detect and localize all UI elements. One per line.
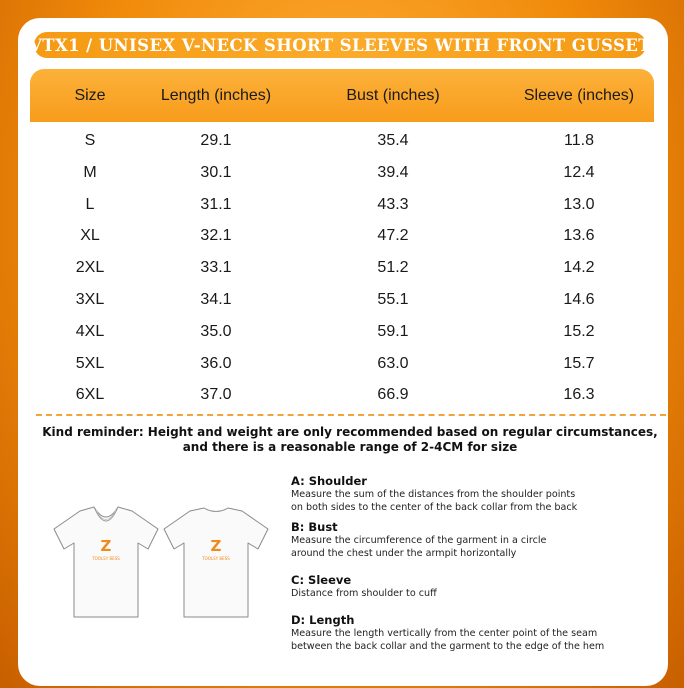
cell-length: 35.0 bbox=[200, 322, 232, 340]
dashed-divider bbox=[36, 414, 666, 416]
header-sleeve: Sleeve (inches) bbox=[523, 86, 635, 104]
back-tshirt-illustration bbox=[160, 505, 272, 623]
front-tshirt-illustration bbox=[50, 505, 162, 623]
table-row bbox=[30, 253, 654, 283]
cell-bust: 63.0 bbox=[377, 354, 409, 372]
table-header bbox=[30, 69, 654, 122]
measure-sleeve bbox=[291, 573, 661, 600]
front-logo-text: TOOLSY BESS bbox=[92, 556, 120, 561]
measure-sleeve-title: C: Sleeve bbox=[291, 573, 352, 587]
measure-bust-desc-1: Measure the circumference of the garment in a circle bbox=[291, 535, 547, 546]
table-row bbox=[30, 126, 654, 156]
cell-sleeve: 14.2 bbox=[563, 259, 595, 277]
cell-length: 34.1 bbox=[200, 291, 232, 308]
cell-bust: 66.9 bbox=[377, 386, 409, 404]
reminder-line-1: Kind reminder: Height and weight are only recommended based on regular circumstances, bbox=[42, 425, 658, 439]
measure-bust-title: B: Bust bbox=[291, 520, 338, 534]
table-row bbox=[30, 285, 654, 315]
kind-reminder bbox=[40, 425, 660, 455]
cell-length: 30.1 bbox=[200, 163, 232, 181]
measure-length-desc-1: Measure the length vertically from the center point of the seam bbox=[291, 628, 598, 639]
cell-size: S bbox=[84, 132, 96, 149]
cell-size: 2XL bbox=[75, 259, 105, 277]
table-row bbox=[30, 317, 654, 347]
cell-sleeve: 11.8 bbox=[564, 132, 594, 149]
front-logo-mark: Z bbox=[100, 537, 112, 555]
cell-length: 32.1 bbox=[200, 227, 232, 245]
cell-bust: 59.1 bbox=[377, 322, 409, 340]
back-shirt-outline bbox=[164, 508, 268, 617]
back-logo-text: TOOLSY BESS bbox=[202, 556, 230, 561]
cell-sleeve: 13.6 bbox=[563, 227, 595, 245]
cell-sleeve: 16.3 bbox=[563, 386, 595, 404]
cell-size: M bbox=[83, 163, 97, 181]
cell-length: 37.0 bbox=[200, 386, 232, 404]
cell-size: 6XL bbox=[75, 386, 105, 404]
table-row bbox=[30, 158, 654, 188]
chart-title: VTX1 / UNISEX V-NECK SHORT SLEEVES WITH FRONT GUSSET bbox=[29, 35, 651, 55]
cell-length: 33.1 bbox=[200, 259, 232, 277]
cell-size: 5XL bbox=[75, 354, 105, 372]
cell-size: 4XL bbox=[75, 322, 105, 340]
reminder-line-2: and there is a reasonable range of 2-4CM for size bbox=[182, 440, 518, 454]
cell-bust: 43.3 bbox=[377, 195, 409, 213]
cell-bust: 55.1 bbox=[377, 291, 409, 308]
table-row bbox=[30, 380, 654, 410]
cell-sleeve: 13.0 bbox=[563, 195, 595, 213]
table-row bbox=[30, 349, 654, 379]
measure-bust-desc-2: around the chest under the armpit horizontally bbox=[291, 548, 517, 559]
header-size: Size bbox=[74, 86, 106, 104]
back-logo-mark: Z bbox=[210, 537, 222, 555]
cell-bust: 47.2 bbox=[377, 227, 409, 245]
cell-size: L bbox=[85, 195, 95, 213]
measure-shoulder-desc-1: Measure the sum of the distances from the shoulder points bbox=[291, 489, 576, 500]
cell-length: 36.0 bbox=[200, 354, 232, 372]
front-shirt-outline bbox=[54, 507, 158, 617]
chart-title-banner bbox=[29, 32, 651, 58]
cell-length: 31.1 bbox=[200, 195, 232, 213]
cell-length: 29.1 bbox=[200, 132, 232, 149]
measure-sleeve-desc-1: Distance from shoulder to cuff bbox=[291, 588, 437, 599]
header-length: Length (inches) bbox=[160, 86, 272, 104]
cell-sleeve: 14.6 bbox=[563, 291, 595, 308]
cell-sleeve: 12.4 bbox=[563, 163, 595, 181]
table-row bbox=[30, 190, 654, 220]
cell-sleeve: 15.2 bbox=[563, 322, 595, 340]
measure-shoulder-desc-2: on both sides to the center of the back collar from the back bbox=[291, 502, 578, 513]
cell-size: 3XL bbox=[75, 291, 105, 308]
header-bust: Bust (inches) bbox=[346, 86, 440, 104]
cell-bust: 35.4 bbox=[377, 132, 409, 149]
measure-length-desc-2: between the back collar and the garment to the edge of the hem bbox=[291, 641, 605, 652]
cell-bust: 51.2 bbox=[377, 259, 409, 277]
measure-bust bbox=[291, 520, 661, 560]
measure-shoulder bbox=[291, 474, 661, 514]
measure-shoulder-title: A: Shoulder bbox=[291, 474, 367, 488]
cell-bust: 39.4 bbox=[377, 163, 409, 181]
cell-size: XL bbox=[80, 227, 100, 245]
measure-length-title: D: Length bbox=[291, 613, 355, 627]
table-row bbox=[30, 221, 654, 251]
cell-sleeve: 15.7 bbox=[563, 354, 595, 372]
measure-length bbox=[291, 613, 661, 653]
